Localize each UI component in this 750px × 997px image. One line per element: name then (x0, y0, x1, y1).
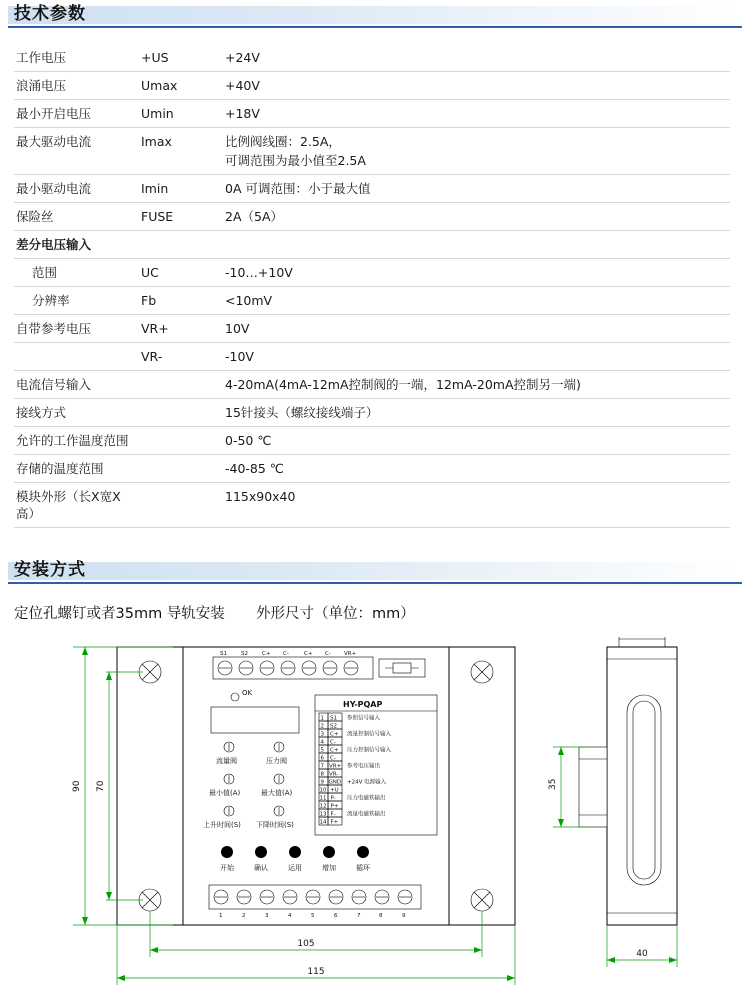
spec-value (223, 231, 730, 259)
table-row (14, 100, 730, 128)
header-underline (8, 26, 742, 28)
spec-symbol-empty (139, 150, 223, 175)
spec-symbol (139, 371, 223, 399)
svg-text:8: 8 (379, 913, 383, 919)
svg-text:6: 6 (320, 755, 324, 762)
svg-text:4: 4 (320, 739, 324, 746)
legend-text: +24V 电源输入 (347, 779, 387, 786)
install-note (0, 586, 750, 623)
section-header-spec (8, 0, 742, 30)
spec-symbol (139, 399, 223, 427)
spec-value: 0-50 ℃ (223, 427, 730, 455)
svg-text:C-: C- (330, 755, 336, 762)
svg-text:11: 11 (319, 795, 327, 802)
spec-value: 115x90x40 (223, 483, 730, 528)
spec-symbol: FUSE (139, 203, 223, 231)
svg-text:VR+: VR+ (329, 763, 342, 770)
table-row (14, 483, 730, 528)
spec-symbol: UC (139, 259, 223, 287)
spec-value: 比例阀线圈：2.5A， (225, 134, 341, 149)
terminal-label-top: C+ (304, 651, 313, 657)
terminal-label-top: VR+ (344, 651, 357, 657)
led-label-ok: OK (242, 689, 253, 697)
panel-button[interactable] (323, 846, 335, 858)
panel-button[interactable] (255, 846, 267, 858)
spec-name: 自带参考电压 (14, 315, 139, 343)
svg-text:5: 5 (320, 747, 324, 754)
panel-button-label-confirm: 确认 (254, 864, 268, 872)
table-row (14, 128, 730, 151)
header-underline (8, 582, 742, 584)
pot-label-min: 最小值(A) (209, 789, 241, 797)
svg-text:3: 3 (265, 913, 269, 919)
svg-text:S1: S1 (330, 715, 337, 722)
spec-symbol: Umax (139, 72, 223, 100)
spec-name: 保险丝 (14, 203, 139, 231)
svg-text:5: 5 (311, 913, 315, 919)
svg-text:9: 9 (320, 779, 324, 786)
panel-model-label: HY-PQAP (343, 700, 383, 709)
legend-text: 压力控制信号输入 (347, 747, 392, 754)
terminal-label-top: C- (325, 651, 331, 657)
spec-symbol: Imin (139, 175, 223, 203)
dimension-height-90: 90 (72, 780, 82, 792)
svg-text:12: 12 (319, 803, 327, 810)
svg-text:F+: F+ (330, 819, 339, 826)
table-row-group (14, 231, 730, 259)
dimension-depth-35: 35 (548, 778, 558, 790)
spec-value: 15针接头（螺纹接线端子） (223, 399, 730, 427)
spec-value: -10…+10V (223, 259, 730, 287)
svg-text:1: 1 (320, 715, 324, 722)
spec-value: 2A（5A） (223, 203, 730, 231)
svg-text:13: 13 (319, 811, 327, 818)
dimension-width-115: 115 (307, 967, 325, 977)
legend-text: 参考电压输出 (347, 763, 381, 770)
pot-label-max: 最大值(A) (261, 789, 293, 797)
table-row (14, 399, 730, 427)
legend-text: 压力电磁铁输出 (347, 795, 386, 802)
spec-name: 分辨率 (14, 287, 139, 315)
pot-label-fall-time: 下降时间(S) (256, 821, 294, 829)
table-row (14, 287, 730, 315)
spec-symbol (139, 231, 223, 259)
spec-symbol: Imax (141, 134, 172, 149)
panel-button[interactable] (221, 846, 233, 858)
table-row (14, 343, 730, 371)
dimension-width-105: 105 (297, 939, 315, 949)
spec-group-name: 差分电压输入 (14, 231, 139, 259)
svg-text:C-: C- (330, 739, 336, 746)
pot-label-rise-time: 上升时间(S) (203, 821, 241, 829)
table-row (14, 455, 730, 483)
install-note-dimensions: 外形尺寸（单位：mm） (256, 606, 415, 622)
svg-text:C+: C+ (330, 731, 339, 738)
spec-value: +18V (223, 100, 730, 128)
table-row (14, 427, 730, 455)
pot-label-pressure-valve: 压力阀 (266, 757, 287, 765)
table-row-continuation (14, 150, 730, 175)
table-row (14, 259, 730, 287)
spec-name (14, 343, 139, 371)
svg-text:7: 7 (357, 913, 361, 919)
svg-text:VR-: VR- (329, 771, 339, 778)
spec-symbol: VR- (139, 343, 223, 371)
table-row (14, 72, 730, 100)
spec-value: 0A 可调范围：小于最大值 (223, 175, 730, 203)
spec-symbol: +US (139, 44, 223, 72)
pot-label-flow-valve: 流量阀 (216, 757, 237, 765)
spec-name: 模块外形（长X宽X高） (14, 483, 139, 528)
spec-value: +24V (223, 44, 730, 72)
svg-text:1: 1 (219, 913, 223, 919)
svg-text:7: 7 (320, 763, 324, 770)
table-row (14, 175, 730, 203)
svg-text:F-: F- (330, 811, 336, 818)
dimension-height-70: 70 (96, 780, 106, 792)
spec-table-wrapper (0, 44, 750, 528)
legend-text: 参照信号输入 (347, 715, 381, 722)
spec-symbol: VR+ (139, 315, 223, 343)
svg-text:9: 9 (402, 913, 406, 919)
section-header-install (8, 556, 742, 586)
svg-text:2: 2 (242, 913, 246, 919)
panel-button[interactable] (289, 846, 301, 858)
svg-text:2: 2 (320, 723, 324, 730)
spec-value: -40-85 ℃ (223, 455, 730, 483)
spec-name: 允许的工作温度范围 (14, 427, 139, 455)
svg-text:8: 8 (320, 771, 324, 778)
page-title-install: 安装方式 (14, 560, 86, 580)
terminal-label-top: S1 (220, 651, 227, 657)
svg-text:GND: GND (328, 779, 342, 786)
spec-value: 10V (223, 315, 730, 343)
spec-symbol (139, 455, 223, 483)
svg-text:C+: C+ (330, 747, 339, 754)
svg-text:P-: P- (330, 795, 336, 802)
spec-value: 4-20mA(4mA-12mA控制阀的一端，12mA-20mA控制另一端) (223, 371, 730, 399)
dimension-drawing (13, 637, 737, 997)
spec-symbol (139, 427, 223, 455)
spec-name: 接线方式 (14, 399, 139, 427)
svg-text:6: 6 (334, 913, 338, 919)
panel-button-label-apply: 运用 (288, 864, 302, 872)
panel-button-label-start: 开始 (220, 864, 234, 872)
spec-name: 电流信号输入 (14, 371, 139, 399)
panel-button[interactable] (357, 846, 369, 858)
install-note-mounting: 定位孔螺钉或者35mm 导轨安装 (14, 606, 225, 622)
legend-text: 流量控制信号输入 (347, 731, 392, 738)
spec-value-second-line: 可调范围为最小值至2.5A (223, 150, 730, 175)
svg-text:P+: P+ (330, 803, 339, 810)
svg-text:14: 14 (319, 819, 327, 826)
spec-name: 浪涌电压 (14, 72, 139, 100)
panel-button-label-increase: 增加 (322, 864, 336, 872)
table-row (14, 315, 730, 343)
svg-text:10: 10 (319, 787, 327, 794)
svg-text:4: 4 (288, 913, 292, 919)
spec-value: -10V (223, 343, 730, 371)
dimension-depth-40: 40 (636, 949, 648, 959)
page-title-spec: 技术参数 (14, 4, 86, 24)
spec-name: 最小开启电压 (14, 100, 139, 128)
spec-value: <10mV (223, 287, 730, 315)
table-row (14, 203, 730, 231)
spec-symbol: Fb (139, 287, 223, 315)
spec-value: +40V (223, 72, 730, 100)
spec-name-empty (14, 150, 139, 175)
table-row (14, 44, 730, 72)
spec-name: 工作电压 (14, 44, 139, 72)
spec-name: 最小驱动电流 (14, 175, 139, 203)
panel-button-label-loop: 循环 (356, 864, 370, 872)
svg-text:S2: S2 (330, 723, 337, 730)
terminal-label-top: C+ (262, 651, 271, 657)
spec-table (14, 44, 730, 528)
spec-symbol (139, 483, 223, 528)
terminal-label-top: S2 (241, 651, 248, 657)
legend-text: 流量电磁铁输出 (347, 811, 386, 818)
terminal-label-top: C- (283, 651, 289, 657)
spec-name: 最大驱动电流 (16, 134, 92, 149)
svg-text:3: 3 (320, 731, 324, 738)
spec-symbol: Umin (139, 100, 223, 128)
svg-text:+U: +U (330, 787, 339, 794)
table-row (14, 371, 730, 399)
spec-name: 存储的温度范围 (14, 455, 139, 483)
spec-name: 范围 (14, 259, 139, 287)
